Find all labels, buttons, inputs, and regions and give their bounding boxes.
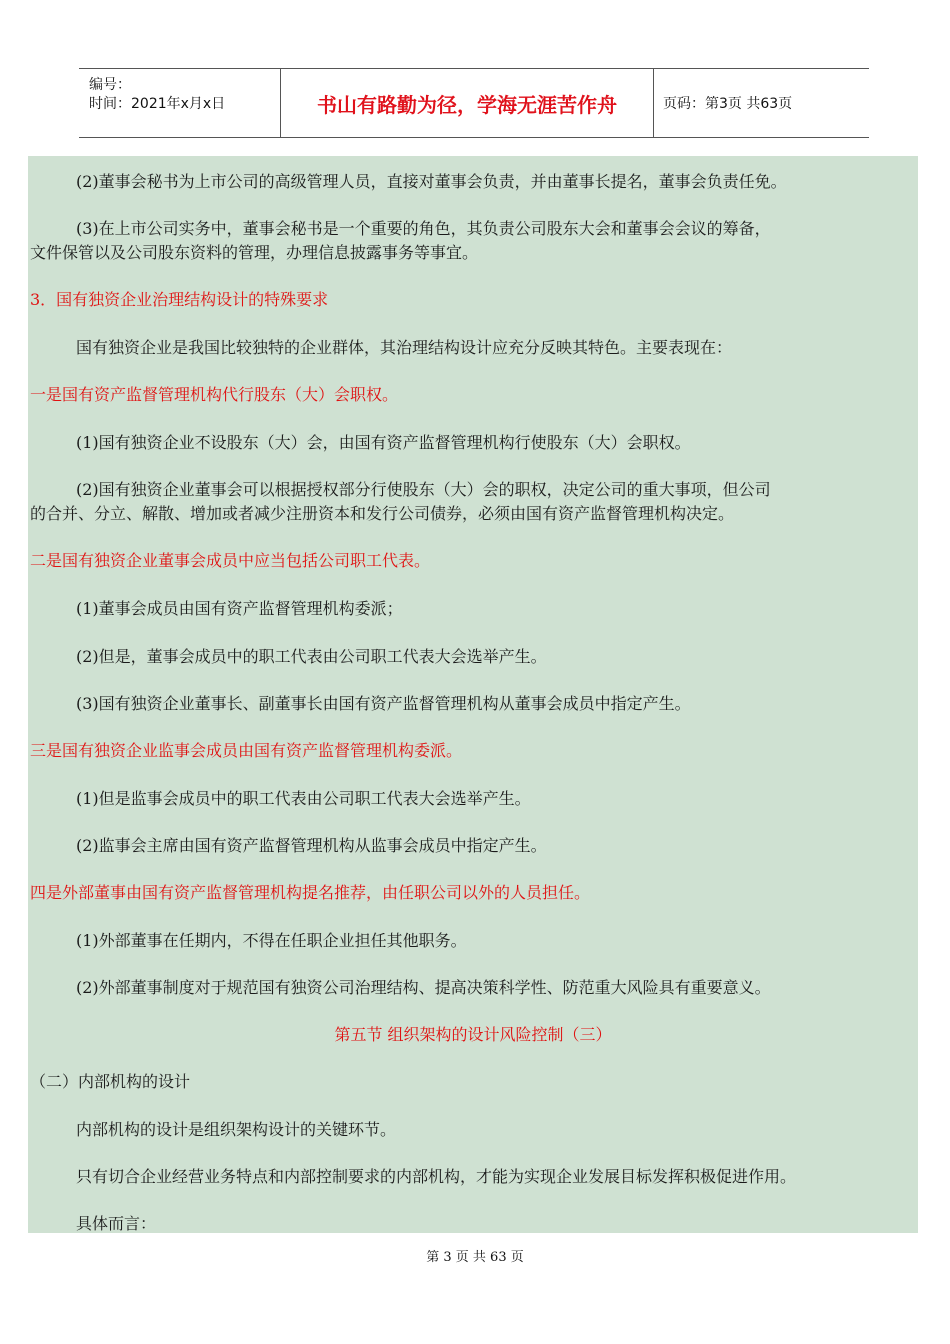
- page-info: 页码：第3页 共63页: [663, 96, 793, 112]
- paragraph: (2)监事会主席由国有资产监督管理机构从监事会成员中指定产生。: [76, 836, 547, 855]
- paragraph: (2)但是，董事会成员中的职工代表由公司职工代表大会选举产生。: [76, 647, 547, 666]
- point-heading: 二是国有独资企业董事会成员中应当包括公司职工代表。: [30, 551, 431, 570]
- date-line: 时间：2021年x月x日: [89, 96, 226, 112]
- paragraph: (1)董事会成员由国有资产监督管理机构委派；: [76, 599, 403, 618]
- point-heading: 三是国有独资企业监事会成员由国有资产监督管理机构委派。: [30, 741, 463, 760]
- code-label: 编号：: [89, 77, 131, 93]
- paragraph: 具体而言：: [76, 1214, 157, 1233]
- header-meta-cell: [79, 69, 281, 137]
- motto: 书山有路勤为径，学海无涯苦作舟: [281, 69, 654, 137]
- paragraph: 的合并、分立、解散、增加或者减少注册资本和发行公司债券，必须由国有资产监督管理机构决定。: [30, 504, 735, 523]
- paragraph: (3)国有独资企业董事长、副董事长由国有资产监督管理机构从董事会成员中指定产生。: [76, 694, 691, 713]
- point-heading: 一是国有资产监督管理机构代行股东（大）会职权。: [30, 385, 399, 404]
- paragraph: (1)国有独资企业不设股东（大）会，由国有资产监督管理机构行使股东（大）会职权。: [76, 433, 691, 452]
- point-heading: 四是外部董事由国有资产监督管理机构提名推荐，由任职公司以外的人员担任。: [30, 883, 591, 902]
- subsection-title: （二）内部机构的设计: [30, 1072, 191, 1091]
- section-title: 第五节 组织架构的设计风险控制（三）: [334, 1025, 612, 1044]
- paragraph: (2)外部董事制度对于规范国有独资公司治理结构、提高决策科学性、防范重大风险具有重要意义。: [76, 978, 771, 997]
- paragraph: (3)在上市公司实务中，董事会秘书是一个重要的角色，其负责公司股东大会和董事会会议的筹备，: [76, 219, 771, 238]
- paragraph: 只有切合企业经营业务特点和内部控制要求的内部机构，才能为实现企业发展目标发挥积极促进作用。: [76, 1167, 797, 1186]
- header-table: [79, 68, 869, 138]
- paragraph: (1)外部董事在任期内，不得在任职企业担任其他职务。: [76, 931, 467, 950]
- content-block: [28, 156, 918, 1233]
- section-heading: 3．国有独资企业治理结构设计的特殊要求: [30, 290, 329, 309]
- paragraph: 内部机构的设计是组织架构设计的关键环节。: [76, 1120, 397, 1139]
- paragraph: (1)但是监事会成员中的职工代表由公司职工代表大会选举产生。: [76, 789, 531, 808]
- paragraph: 国有独资企业是我国比较独特的企业群体，其治理结构设计应充分反映其特色。主要表现在：: [76, 338, 733, 357]
- paragraph: 文件保管以及公司股东资料的管理，办理信息披露事务等事宜。: [30, 243, 479, 262]
- paragraph: (2)国有独资企业董事会可以根据授权部分行使股东（大）会的职权，决定公司的重大事项，但公司: [76, 480, 771, 499]
- paragraph: (2)董事会秘书为上市公司的高级管理人员，直接对董事会负责，并由董事长提名，董事会负责任免。: [76, 172, 787, 191]
- page-footer: 第 3 页 共 63 页: [426, 1250, 524, 1265]
